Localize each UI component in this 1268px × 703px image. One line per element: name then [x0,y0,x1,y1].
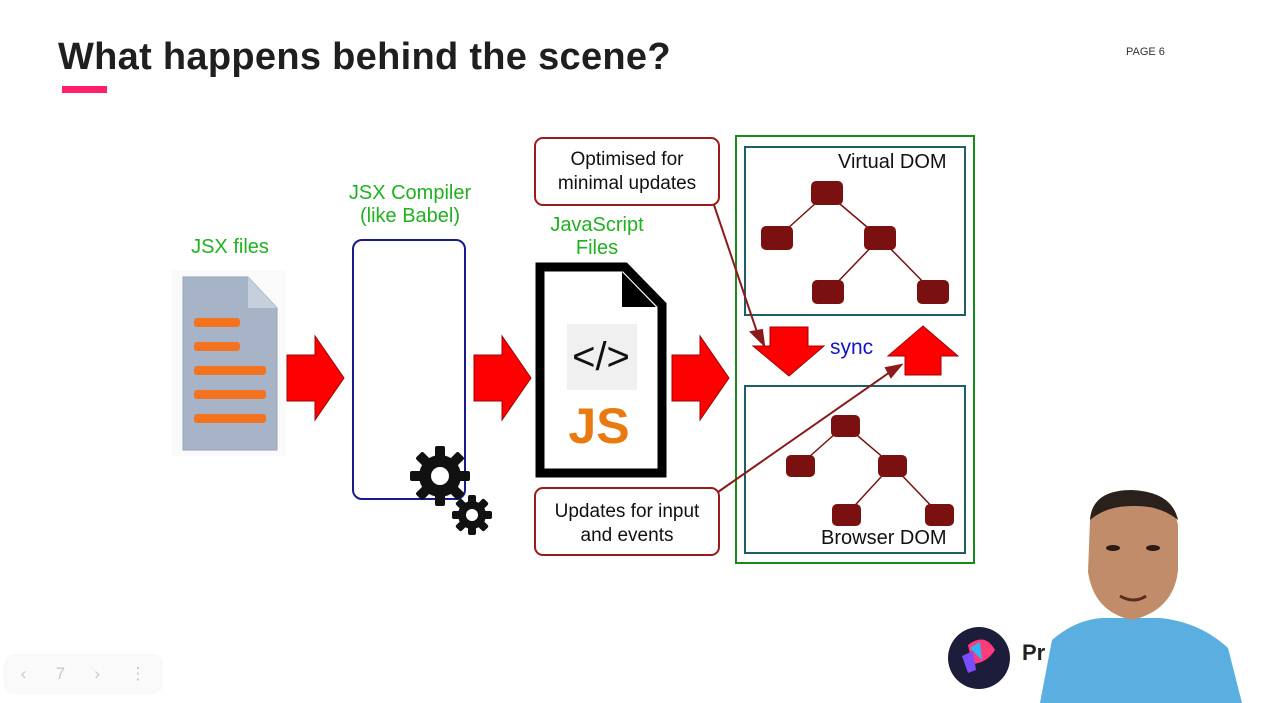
js-files-label-line2: Files [575,237,619,259]
sync-label: sync [830,336,874,359]
jsx-file-icon [172,270,286,456]
javascript-file-icon [540,267,662,473]
js-files-label-line1: JavaScript [550,214,644,236]
compiler-label-line2: (like Babel) [359,205,461,227]
tree-node [831,415,860,437]
virtual-dom-label: Virtual DOM [838,151,947,173]
next-slide-icon[interactable]: › [94,664,101,683]
browser-dom-label: Browser DOM [821,527,947,549]
tree-node [786,455,815,477]
tree-node [878,455,907,477]
virtual-dom-tree [777,193,933,292]
presenter-video [1040,490,1242,703]
brand-logo [948,627,1010,689]
callout-updates-line1: Updates for input [554,501,700,522]
slide-title: What happens behind the scene? [58,36,671,78]
brand-text: Pr [1022,640,1046,665]
arrow-compiler-to-js [474,336,531,420]
callout-updates [534,487,720,556]
tree-node [925,504,954,526]
gears-icon [410,446,492,535]
sync-down-arrow [753,327,824,376]
arrow-js-to-dom [672,336,729,420]
callout-updates-line2: and events [580,525,674,546]
tree-node [917,280,949,304]
slide-navigation [6,656,161,692]
callout-optimised-line1: Optimised for [570,149,684,170]
compiler-label-line1: JSX Compiler [348,182,472,204]
tree-node [811,181,843,205]
prev-slide-icon[interactable]: ‹ [20,664,27,683]
browser-dom-tree [800,425,939,514]
code-symbol: </> [572,335,630,379]
tree-node [761,226,793,250]
page-label: PAGE 6 [1126,46,1165,58]
callout-optimised [534,137,720,206]
tree-node [832,504,861,526]
callout-optimised-line2: minimal updates [557,173,697,194]
slide-number: 7 [55,664,66,683]
jsx-files-label: JSX files [191,236,269,258]
more-menu-icon[interactable]: ⋮ [129,664,147,683]
tree-node [864,226,896,250]
arrow-jsx-to-compiler [287,336,344,420]
js-badge: JS [568,398,630,454]
tree-node [812,280,844,304]
